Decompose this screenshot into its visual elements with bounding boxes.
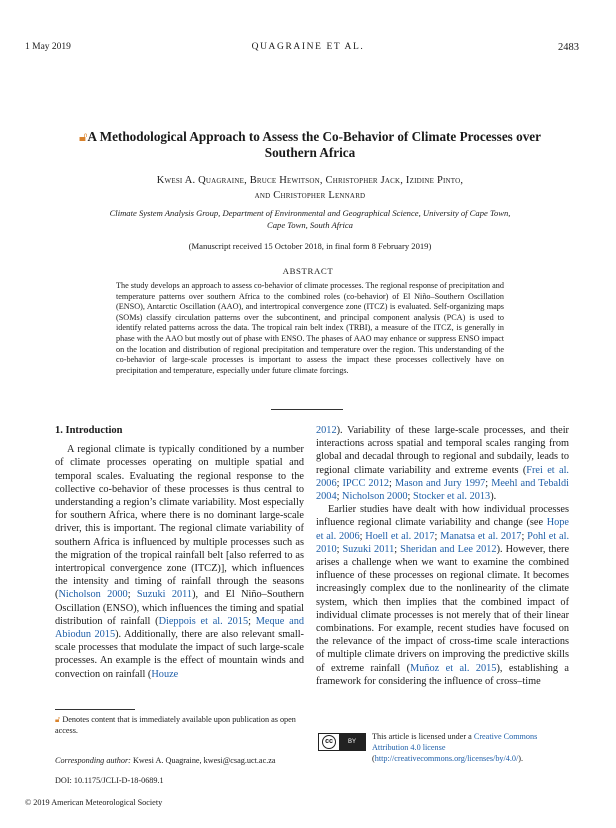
text-run: A regional climate is typically conditioned by a number of climate processes operating on multiple spatial and temporal scales. Evaluating the regional response to the collective co-behavior of these processes is thus central to understanding a region’s climate variability. Most especially for southern Africa, where there is no dominant large-scale driver, this is important. The regional climate variability of southern Africa is influenced by multiple processes such as the migration of the tropical rainfall belt [also referred to as intertropical convergence zone (ITCZ)], which influences the intensity and timing of rainfall through the seasons ( <box>55 444 304 601</box>
citation-link[interactable]: Nicholson 2000 <box>342 491 408 503</box>
citation-link[interactable]: Sheridan and Lee 2012 <box>400 543 497 555</box>
citation-link[interactable]: Hoell et al. 2017 <box>365 530 435 542</box>
body-column-right <box>316 424 569 688</box>
text-run: ; <box>336 543 343 555</box>
text-run: ). <box>490 491 497 503</box>
open-access-footnote <box>55 714 305 736</box>
citation-link[interactable]: Pohl et al. 2010 <box>316 530 570 555</box>
page-number: 2483 <box>558 42 579 53</box>
article-title-block <box>60 129 560 161</box>
doi: DOI: 10.1175/JCLI-D-18-0689.1 <box>55 776 164 785</box>
text-run: ). Variability of these large-scale processes, and their interactions across spatial and temporal scales ranging from global and decadal through to regional and subdaily, leads to regional climate variability and extreme events ( <box>316 425 569 476</box>
citation-link[interactable]: Muñoz et al. 2015 <box>410 662 497 674</box>
footnote-divider <box>55 709 135 710</box>
text-run: Earlier studies have dealt with how individual processes influence regional climate variability and change (see <box>316 504 569 529</box>
citation-link[interactable]: Nicholson 2000 <box>58 589 128 601</box>
cc-badge-by: BY <box>339 734 365 750</box>
text-run: ; <box>407 491 413 503</box>
authors-line-2: and Christopher Lennard <box>254 190 366 201</box>
text-run: ; <box>485 477 492 489</box>
text-run: ; <box>394 543 401 555</box>
citation-link[interactable]: Suzuki 2011 <box>136 589 193 601</box>
citation-link[interactable]: 2012 <box>316 425 337 436</box>
intro-paragraph-2 <box>316 503 569 688</box>
manuscript-dates: (Manuscript received 15 October 2018, in final form 8 February 2019) <box>188 241 432 251</box>
open-access-lock-icon: 🔓︎ <box>78 129 88 144</box>
citation-link[interactable]: Meehl and Tebaldi 2004 <box>316 477 570 503</box>
header-date: 1 May 2019 <box>25 42 71 52</box>
citation-link[interactable]: Manatsa et al. 2017 <box>440 530 522 542</box>
citation-link[interactable]: Mason and Jury 1997 <box>394 477 486 489</box>
text-run: ; <box>127 589 137 601</box>
body-column-left <box>55 424 304 681</box>
abstract-heading: ABSTRACT <box>282 266 334 276</box>
affiliation: Climate System Analysis Group, Department of Environmental and Geographical Science, University of Cape Town, Cape Town, South Africa <box>109 208 511 230</box>
abstract-divider <box>271 409 343 410</box>
citation-link[interactable]: Hope et al. 2006 <box>316 517 569 542</box>
citation-link[interactable]: Dieppois et al. 2015 <box>158 615 249 627</box>
license-url-link[interactable]: http://creativecommons.org/licenses/by/4.0/ <box>374 754 519 763</box>
citation-link[interactable]: Frei et al. 2006 <box>316 464 570 489</box>
text-run: ). <box>518 754 524 763</box>
open-access-lock-icon: 🔓︎ <box>55 715 61 724</box>
article-title: A Methodological Approach to Assess the Co-Behavior of Climate Processes over Southern Africa <box>87 129 541 160</box>
footnote-text: Denotes content that is immediately available upon publication as open access. <box>55 715 296 735</box>
text-run: ), and El Niño–Southern Oscillation (ENSO), which influences the timing and spatial distribution of rainfall ( <box>55 589 305 627</box>
text-run: ( <box>372 754 375 763</box>
citation-link[interactable]: Meque and Abiodun 2015 <box>55 615 304 641</box>
running-head: QUAGRAINE ET AL. <box>251 42 365 52</box>
citation-link[interactable]: Suzuki 2011 <box>342 543 395 555</box>
text-run: This article is licensed under a <box>372 732 474 741</box>
intro-paragraph-1-cont <box>316 424 569 503</box>
corresponding-author <box>55 756 335 765</box>
text-run: ), establishing a framework for considering the influence of cross–time <box>316 662 569 687</box>
creative-commons-icon[interactable] <box>318 733 366 751</box>
text-run: ; <box>248 615 256 627</box>
intro-paragraph-1 <box>55 443 304 681</box>
citation-link[interactable]: IPCC 2012 <box>342 477 390 489</box>
text-run: ; <box>389 477 395 489</box>
license-text <box>372 731 570 764</box>
citation-link[interactable]: Stocker et al. 2013 <box>412 491 491 503</box>
text-run: ; <box>336 491 343 503</box>
copyright: © 2019 American Meteorological Society <box>25 798 163 807</box>
text-run: ; <box>434 530 441 542</box>
corresponding-text: Kwesi A. Quagraine, kwesi@csag.uct.ac.za <box>130 756 276 765</box>
section-heading: 1. Introduction <box>55 425 123 436</box>
authors-line-1: Kwesi A. Quagraine, Bruce Hewitson, Christopher Jack, Izidine Pinto, <box>156 175 464 186</box>
text-run: ). However, there arises a challenge when we want to examine the combined influence of these processes on regional climate. It becomes increasingly complex due to the nonlinearity of the climate system, which then implies that the combined impact of individual climate processes is not merely that of their linear combinations. For example, recent studies have focused on the relevance of the impact of cross-time scale interactions of multiple climate drivers on improving the predictive skills of extreme rainfall ( <box>316 543 570 674</box>
abstract-text: The study develops an approach to assess co-behavior of climate processes. The regional response of precipitation and temperature patterns over southern Africa to the combined roles (co-behavior) of El Niño–Southern Oscillation (ENSO), Antarctic Oscillation (AAO), and intertropical convergence zone (ITCZ) is evaluated. Self-organizing maps (SOMs) classify circulation patterns over the subcontinent, and principal component analysis (PCA) is used to identify related patterns across the data. The tropical rain belt index (TRBI), a measure of the ITCZ, is generally in phase with the AAO but mostly out of phase with ENSO. The phases of AAO may enhance or suppress ENSO impact on the location and distribution of regional precipitation and temperature over the region. This understanding of the co-behavior of large-scale processes is important to assess the impact these processes collectively have on precipitation and temperature, especially under future climate forcings. <box>116 281 504 375</box>
text-run: ; <box>359 530 366 542</box>
authors <box>50 173 570 203</box>
license-link[interactable]: Creative Commons Attribution 4.0 license <box>372 732 538 752</box>
text-run: ). Additionally, there are also relevant small-scale processes that modulate the impact of such large-scale processes. An example is the effect of mountain winds and convection on rainfall ( <box>55 629 304 680</box>
text-run: ; <box>521 530 528 542</box>
corresponding-label: Corresponding author: <box>55 756 131 765</box>
text-run: ; <box>336 477 343 489</box>
citation-link[interactable]: Houze <box>151 668 179 680</box>
cc-badge-circle: cc <box>322 735 336 749</box>
